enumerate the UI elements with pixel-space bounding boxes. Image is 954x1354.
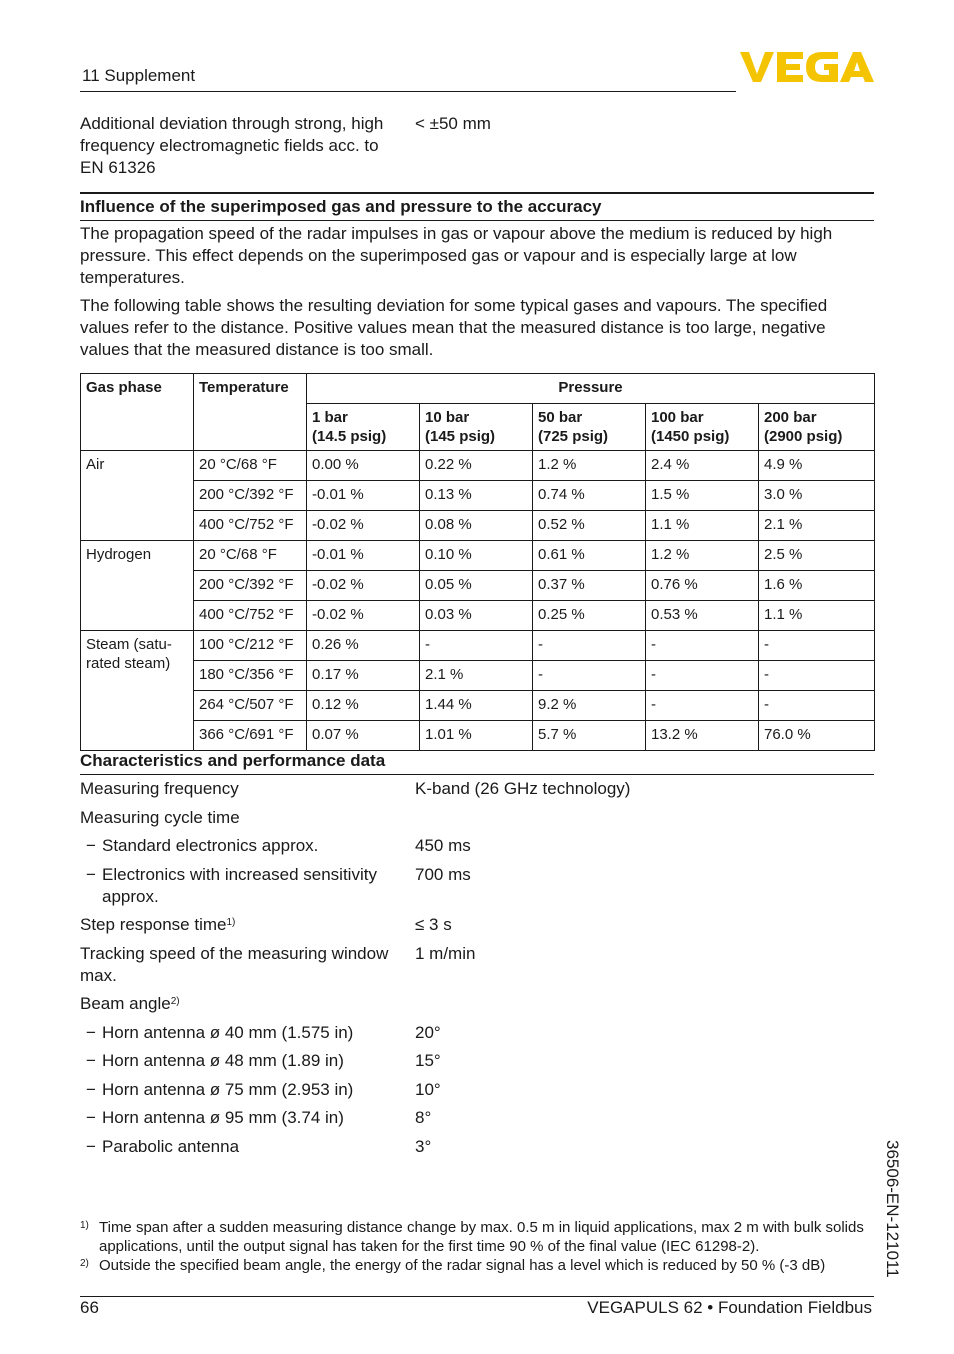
pressure-psig: (145 psig) xyxy=(425,428,496,445)
pressure-bar: 1 bar xyxy=(312,409,348,426)
spec-label: − Parabolic antenna xyxy=(86,1137,240,1156)
influence-paragraph-1: The propagation speed of the radar impulses in gas or vapour above the medium is reduced by high pressure. This effect depends on the superimposed gas or vapour and is especially large at low temperatures. xyxy=(80,224,833,287)
document-title: VEGAPULS 62 • Foundation Fieldbus xyxy=(587,1298,872,1317)
deviation-cell: 0.61 % xyxy=(533,541,646,571)
spec-label: Measuring cycle time xyxy=(80,808,240,827)
table-row xyxy=(81,601,875,631)
table-row xyxy=(81,481,875,511)
deviation-cell: - xyxy=(533,661,646,691)
deviation-cell: 1.01 % xyxy=(420,721,533,751)
deviation-cell: 2.4 % xyxy=(646,451,759,481)
footer-rule xyxy=(80,1296,874,1297)
deviation-cell: 0.37 % xyxy=(533,571,646,601)
col-header-pressure: Pressure xyxy=(307,374,875,404)
deviation-cell: - xyxy=(646,631,759,661)
deviation-cell: 0.26 % xyxy=(307,631,420,661)
temperature-cell: 20 °C/68 °F xyxy=(194,451,307,481)
deviation-cell: -0.02 % xyxy=(307,601,420,631)
col-header-temperature: Temperature xyxy=(194,374,307,451)
deviation-cell: 9.2 % xyxy=(533,691,646,721)
table-row xyxy=(81,691,875,721)
table-row xyxy=(81,451,875,481)
pressure-psig: (1450 psig) xyxy=(651,428,730,445)
deviation-cell: 0.52 % xyxy=(533,511,646,541)
spec-value: 8° xyxy=(415,1108,432,1127)
spec-value: 1 m/min xyxy=(415,944,476,963)
spec-label: − Electronics with increased sensitivity approx. xyxy=(86,865,377,906)
deviation-cell: 0.22 % xyxy=(420,451,533,481)
temperature-cell: 200 °C/392 °F xyxy=(194,481,307,511)
deviation-cell: 13.2 % xyxy=(646,721,759,751)
deviation-cell: 2.5 % xyxy=(759,541,875,571)
deviation-cell: 5.7 % xyxy=(533,721,646,751)
spec-value: K-band (26 GHz technology) xyxy=(415,779,631,798)
footnote-text: Time span after a sudden measuring distance change by max. 0.5 m in liquid applications, max 2 m with bulk solids applications, until the output signal has taken for the first time 90 % of the final value (IEC 61298-2). xyxy=(99,1219,864,1255)
deviation-cell: 0.10 % xyxy=(420,541,533,571)
deviation-cell: - xyxy=(759,661,875,691)
spec-value: 15° xyxy=(415,1051,441,1070)
spec-label: − Horn antenna ø 48 mm (1.89 in) xyxy=(86,1051,344,1070)
deviation-cell: 0.76 % xyxy=(646,571,759,601)
deviation-cell: 1.1 % xyxy=(646,511,759,541)
col-header-gas: Gas phase xyxy=(81,374,194,451)
deviation-cell: 2.1 % xyxy=(759,511,875,541)
deviation-cell: 0.03 % xyxy=(420,601,533,631)
pressure-psig: (14.5 psig) xyxy=(312,428,387,445)
table-row xyxy=(81,541,875,571)
deviation-cell: - xyxy=(759,631,875,661)
deviation-cell: -0.01 % xyxy=(307,541,420,571)
footnote-number: 1) xyxy=(80,1220,89,1231)
temperature-cell: 366 °C/691 °F xyxy=(194,721,307,751)
deviation-cell: 0.25 % xyxy=(533,601,646,631)
footnote-number: 2) xyxy=(80,1258,89,1269)
col-header-pressure-level xyxy=(307,404,420,451)
spec-value: 450 ms xyxy=(415,836,471,855)
spec-label: Tracking speed of the measuring window max. xyxy=(80,944,389,985)
influence-heading: Influence of the superimposed gas and pressure to the accuracy xyxy=(80,197,602,216)
spec-label: Beam angle$^{2)}$ xyxy=(80,994,180,1013)
pressure-psig: (725 psig) xyxy=(538,428,609,445)
table-row xyxy=(81,511,875,541)
deviation-cell: -0.02 % xyxy=(307,511,420,541)
spec-value: 3° xyxy=(415,1137,432,1156)
pressure-psig: (2900 psig) xyxy=(764,428,843,445)
characteristics-heading: Characteristics and performance data xyxy=(80,751,386,770)
deviation-cell: -0.02 % xyxy=(307,571,420,601)
deviation-cell: 0.13 % xyxy=(420,481,533,511)
col-header-pressure-level xyxy=(533,404,646,451)
deviation-cell: - xyxy=(533,631,646,661)
deviation-cell: 1.5 % xyxy=(646,481,759,511)
divider xyxy=(80,192,874,194)
deviation-cell: -0.01 % xyxy=(307,481,420,511)
col-header-pressure-level xyxy=(759,404,875,451)
spec-label: − Standard electronics approx. xyxy=(86,836,319,855)
document-code: 36506-EN-121011 xyxy=(883,1140,902,1278)
header-rule xyxy=(80,91,736,92)
temperature-cell: 20 °C/68 °F xyxy=(194,541,307,571)
gas-phase-cell: Air xyxy=(81,451,194,541)
deviation-cell: 1.6 % xyxy=(759,571,875,601)
deviation-cell: - xyxy=(759,691,875,721)
spec-value: 10° xyxy=(415,1080,441,1099)
deviation-cell: 0.05 % xyxy=(420,571,533,601)
gas-phase-cell: Hydrogen xyxy=(81,541,194,631)
deviation-cell: 0.12 % xyxy=(307,691,420,721)
vega-logo xyxy=(740,50,874,84)
deviation-cell: - xyxy=(646,661,759,691)
table-row xyxy=(81,571,875,601)
gas-phase-cell: Steam (satu-rated steam) xyxy=(81,631,194,751)
pressure-bar: 200 bar xyxy=(764,409,817,426)
intro-value: < ±50 mm xyxy=(415,114,491,133)
pressure-bar: 50 bar xyxy=(538,409,583,426)
spec-label: − Horn antenna ø 40 mm (1.575 in) xyxy=(86,1023,354,1042)
pressure-bar: 100 bar xyxy=(651,409,704,426)
spec-label: Step response time$^{1)}$ xyxy=(80,915,236,934)
deviation-cell: 1.1 % xyxy=(759,601,875,631)
temperature-cell: 400 °C/752 °F xyxy=(194,601,307,631)
temperature-cell: 400 °C/752 °F xyxy=(194,511,307,541)
temperature-cell: 100 °C/212 °F xyxy=(194,631,307,661)
deviation-cell: 0.53 % xyxy=(646,601,759,631)
deviation-cell: 76.0 % xyxy=(759,721,875,751)
deviation-cell: 0.08 % xyxy=(420,511,533,541)
deviation-cell: 1.44 % xyxy=(420,691,533,721)
page-number: 66 xyxy=(80,1298,99,1317)
spec-label: Measuring frequency xyxy=(80,779,239,798)
spec-value: ≤ 3 s xyxy=(415,915,452,934)
section-title: 11 Supplement xyxy=(82,66,196,85)
divider xyxy=(80,220,874,221)
temperature-cell: 264 °C/507 °F xyxy=(194,691,307,721)
col-header-pressure-level xyxy=(646,404,759,451)
table-row xyxy=(81,631,875,661)
spec-label: − Horn antenna ø 95 mm (3.74 in) xyxy=(86,1108,344,1127)
deviation-cell: 1.2 % xyxy=(646,541,759,571)
spec-value: 20° xyxy=(415,1023,441,1042)
deviation-cell: 1.2 % xyxy=(533,451,646,481)
deviation-cell: 0.74 % xyxy=(533,481,646,511)
temperature-cell: 200 °C/392 °F xyxy=(194,571,307,601)
pressure-bar: 10 bar xyxy=(425,409,470,426)
deviation-cell: 0.07 % xyxy=(307,721,420,751)
deviation-cell: - xyxy=(646,691,759,721)
deviation-cell: 0.00 % xyxy=(307,451,420,481)
divider xyxy=(80,774,874,775)
spec-value: 700 ms xyxy=(415,865,471,884)
table-row xyxy=(81,721,875,751)
temperature-cell: 180 °C/356 °F xyxy=(194,661,307,691)
gas-pressure-table xyxy=(80,373,875,751)
deviation-cell: 3.0 % xyxy=(759,481,875,511)
spec-label: − Horn antenna ø 75 mm (2.953 in) xyxy=(86,1080,354,1099)
deviation-cell: 4.9 % xyxy=(759,451,875,481)
intro-label: Additional deviation through strong, high frequency electromagnetic fields acc. to EN 61326 xyxy=(80,114,384,177)
deviation-cell: 0.17 % xyxy=(307,661,420,691)
deviation-cell: 2.1 % xyxy=(420,661,533,691)
col-header-pressure-level xyxy=(420,404,533,451)
footnote-text: Outside the specified beam angle, the energy of the radar signal has a level which is reduced by 50 % (-3 dB) xyxy=(99,1257,826,1274)
deviation-cell: - xyxy=(420,631,533,661)
footnote-ref: 2) xyxy=(170,996,180,1007)
influence-paragraph-2: The following table shows the resulting deviation for some typical gases and vapours. The specified values refer to the distance. Positive values mean that the measured distance is too large, negative values that the measured distance is too small. xyxy=(80,296,828,359)
footnote-ref: 1) xyxy=(226,917,236,928)
table-row xyxy=(81,661,875,691)
